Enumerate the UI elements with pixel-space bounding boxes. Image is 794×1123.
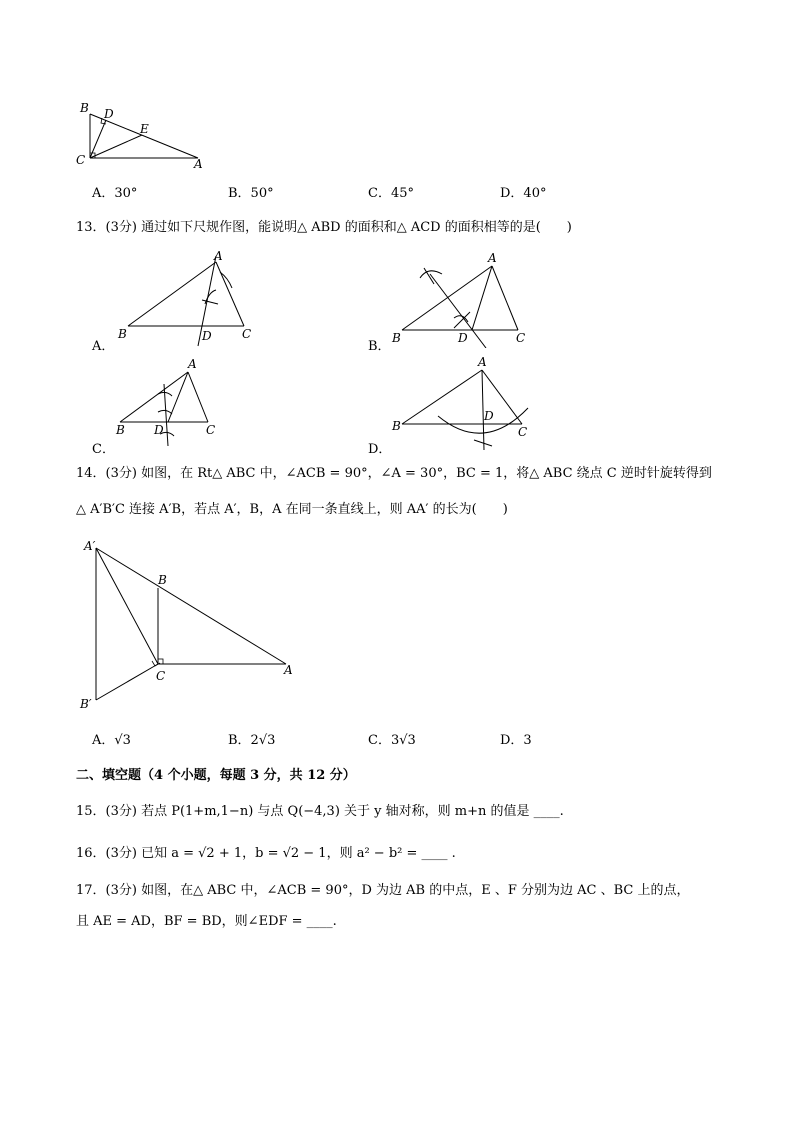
q14-label-b: B: [158, 573, 167, 587]
q13c-label-c: C: [206, 423, 216, 437]
q13d-label-c: C: [518, 425, 528, 439]
q12-label-e: E: [140, 122, 149, 136]
q14-option-b: B．2√3: [228, 733, 276, 748]
q14-label-bp: B′: [80, 697, 92, 711]
q12-option-d: D．40°: [500, 186, 547, 201]
q12-label-c: C: [76, 153, 86, 167]
q12-label-d: D: [104, 107, 114, 121]
q12-option-c: C．45°: [368, 186, 414, 201]
q14-option-c: C．3√3: [368, 733, 416, 748]
q14-label-a: A: [284, 663, 293, 677]
q13b-label-d: D: [458, 331, 468, 345]
q12-label-b: B: [80, 101, 89, 115]
q14-option-a: A．√3: [92, 733, 131, 748]
q13b-label-c: C: [516, 331, 526, 345]
q13a-label-c: C: [242, 327, 252, 341]
q13d-label-b: B: [392, 419, 401, 433]
q14-figure: [76, 536, 306, 716]
q13a-label-d: D: [202, 329, 212, 343]
q13c-label-b: B: [116, 423, 125, 437]
q13-option-c: C．: [92, 442, 115, 457]
q12-option-a: A．30°: [92, 186, 138, 201]
q14-stem-line2: △ A′B′C 连接 A′B，若点 A′，B，A 在同一条直线上，则 AA′ 的长为( ): [76, 502, 508, 517]
q13-option-b: B．: [368, 339, 391, 354]
q13b-label-a: A: [488, 251, 497, 265]
q13-figure-c: [112, 354, 232, 450]
q15-text: 15．(3分) 若点 P(1+m,1−n) 与点 Q(−4,3) 关于 y 轴对称，则 m+n 的值是 ____.: [76, 804, 564, 819]
q13-stem: 13．(3分) 通过如下尺规作图，能说明△ ABD 的面积和△ ACD 的面积相等的是( ): [76, 220, 572, 235]
q13b-label-b: B: [392, 331, 401, 345]
q12-figure: [72, 98, 212, 170]
q12-option-b: B．50°: [228, 186, 274, 201]
q13d-label-a: A: [478, 355, 487, 369]
q13-option-a: A．: [92, 339, 115, 354]
q16-text: 16．(3分) 已知 a = √2 + 1，b = √2 − 1，则 a² − b² = ____ .: [76, 846, 456, 861]
q14-label-ap: A′: [84, 539, 96, 553]
q13-option-d: D．: [368, 442, 392, 457]
q13c-label-d: D: [154, 423, 164, 437]
q13-figure-b: [388, 248, 538, 348]
q13a-label-a: A: [214, 249, 223, 263]
q14-stem-line1: 14．(3分) 如图，在 Rt△ ABC 中，∠ACB = 90°，∠A = 30°，BC = 1，将△ ABC 绕点 C 逆时针旋转得到: [76, 466, 712, 481]
section-title-fill-in: 二、填空题（4 个小题，每题 3 分，共 12 分）: [76, 768, 356, 783]
q17-line2: 且 AE = AD，BF = BD，则∠EDF = ____.: [76, 914, 337, 929]
q13a-label-b: B: [118, 327, 127, 341]
q13d-label-d: D: [484, 409, 494, 423]
q14-option-d: D．3: [500, 733, 532, 748]
q14-label-c: C: [156, 669, 166, 683]
q13-figure-a: [112, 248, 262, 348]
q12-label-a: A: [194, 157, 203, 170]
q13c-label-a: A: [188, 357, 197, 371]
q17-line1: 17．(3分) 如图，在△ ABC 中，∠ACB = 90°，D 为边 AB 的中点，E 、F 分别为边 AC 、BC 上的点，: [76, 883, 690, 898]
q13-figure-d: [388, 354, 538, 450]
